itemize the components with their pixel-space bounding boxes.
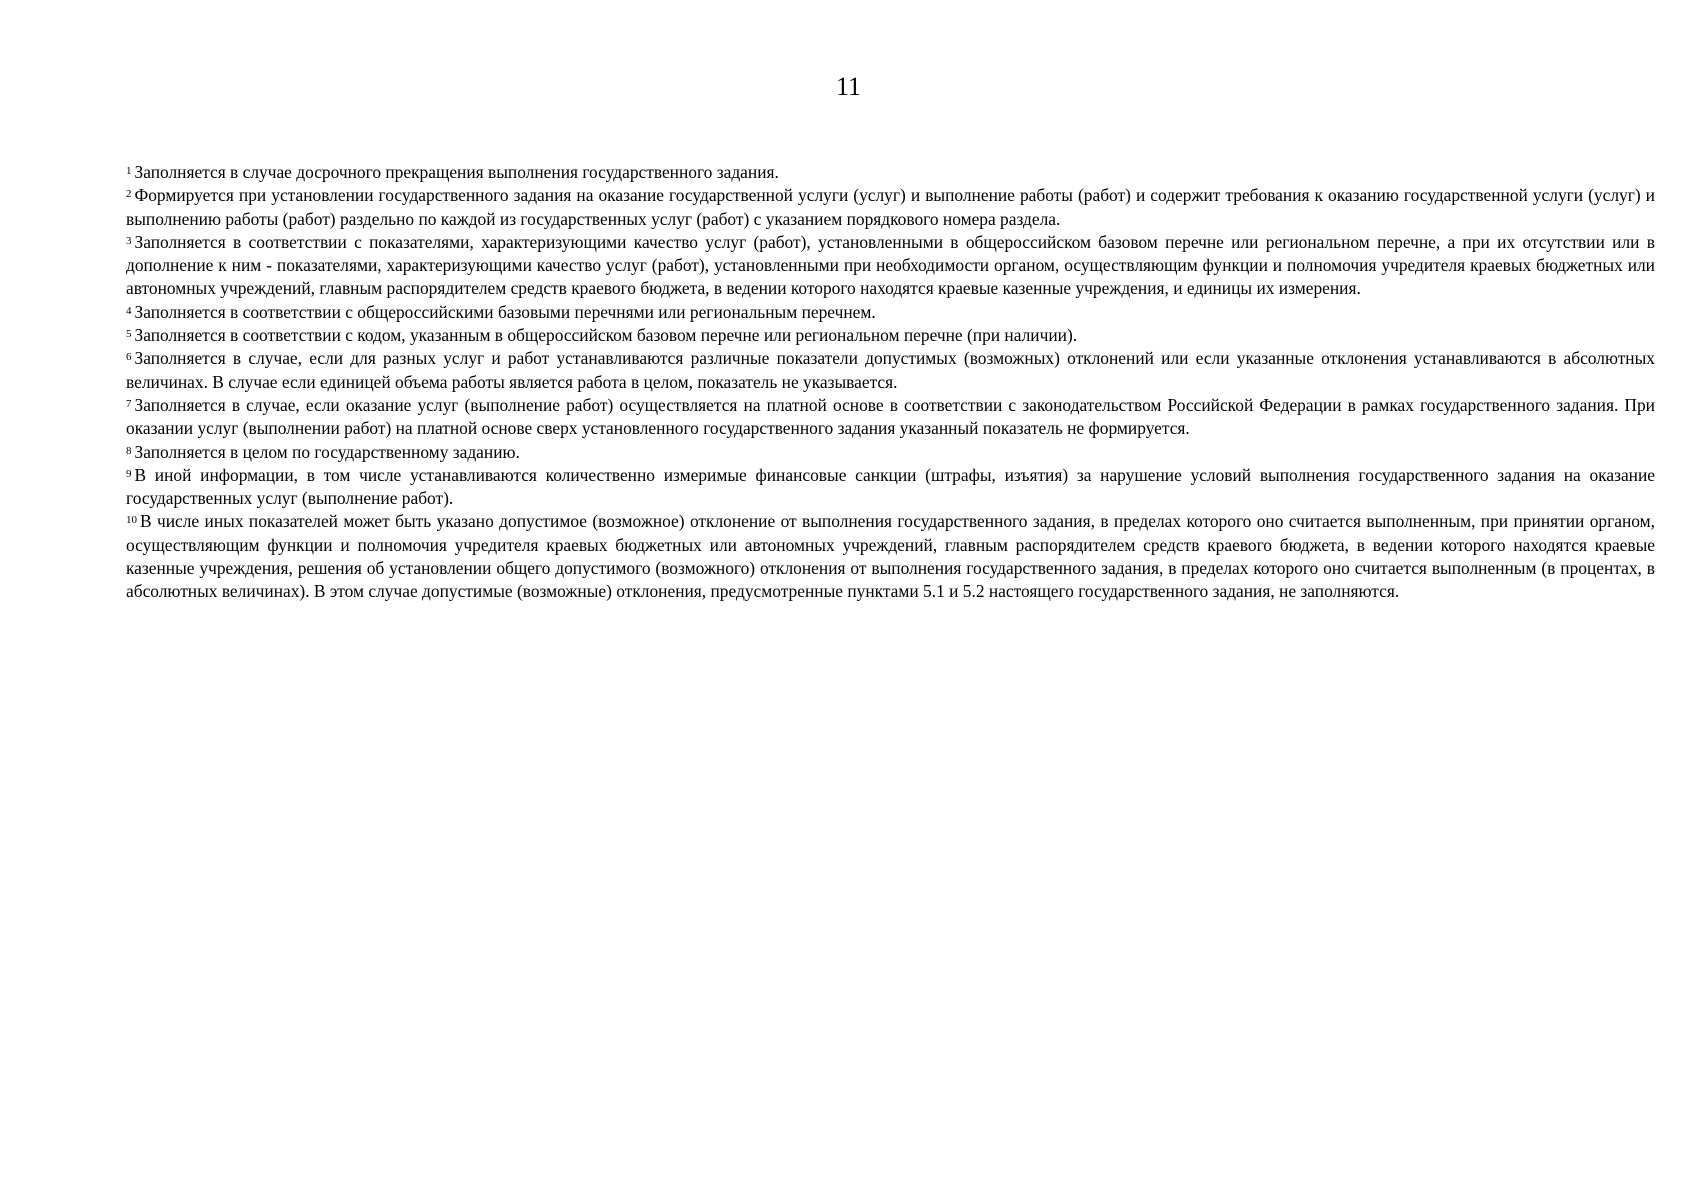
footnote-text: Заполняется в случае, если для разных услуг и работ устанавливаются различные показатели допустимых (возможных) отклонений или если указанные отклонения устанавливаются в абсолютных величинах. В случае если единицей объема работы является работа в целом, показатель не указывается. <box>126 348 1655 392</box>
page-number: 11 <box>835 72 862 101</box>
footnote-text: В иной информации, в том числе устанавливаются количественно измеримые финансовые санкции (штрафы, изъятия) за нарушение условий выполнения государственного задания на оказание государственных услуг (выполнение работ). <box>126 464 1655 509</box>
footnote-mark: 7 <box>126 397 132 410</box>
footnote-text: Заполняется в соответствии с кодом, указанным в общероссийском базовом перечне или региональном перечне (при наличии). <box>134 325 1078 346</box>
footnote-1 <box>126 161 1655 184</box>
footnote-mark: 9 <box>126 467 132 480</box>
footnote-text: Заполняется в целом по государственному заданию. <box>134 441 520 462</box>
footnote-mark: 1 <box>126 165 132 177</box>
footnote-mark: 2 <box>126 188 132 201</box>
footnote-text: Формируется при установлении государственного задания на оказание государственной услуги (услуг) и выполнение работы (работ) и содержит требования к оказанию государственной услуги (услуг) и выполнению работы (работ) раздельно по каждой из государственных услуг (работ) с указанием порядкового номера раздела. <box>126 185 1655 229</box>
footnote-2 <box>126 184 1655 231</box>
footnote-mark: 8 <box>126 444 132 457</box>
footnote-text: Заполняется в соответствии с показателями, характеризующими качество услуг (работ), установленными в общероссийском базовом перечне или региональном перечне, а при их отсутствии или в дополнение к ним - показателями, характеризующими качество услуг (работ), установленными при необходимости органом, осуществляющим функции и полномочия учредителя краевых бюджетных или автономных учреждений, главным распорядителем средств краевого бюджета, в ведении которого находятся краевые казенные учреждения, и единицы их измерения. <box>126 231 1655 299</box>
footnote-mark: 5 <box>126 328 132 341</box>
footnote-text: Заполняется в соответствии с общероссийскими базовыми перечнями или региональным перечнем. <box>134 301 876 322</box>
footnote-mark: 6 <box>126 351 132 364</box>
footnote-3 <box>126 231 1655 301</box>
footnote-10 <box>126 510 1655 603</box>
footnote-mark: 4 <box>126 304 132 317</box>
footnotes-section <box>126 161 1655 604</box>
footnote-4 <box>126 301 1655 324</box>
footnote-text: Заполняется в случае досрочного прекращения выполнения государственного задания. <box>134 162 779 182</box>
footnote-7 <box>126 394 1655 441</box>
footnote-mark: 3 <box>126 234 132 247</box>
footnote-6 <box>126 347 1655 394</box>
footnote-5 <box>126 324 1655 347</box>
footnote-9 <box>126 464 1655 511</box>
footnote-8 <box>126 441 1655 464</box>
footnote-text: В числе иных показателей может быть указано допустимое (возможное) отклонение от выполнения государственного задания, в пределах которого оно считается выполненным, при принятии органом, осуществляющим функции и полномочия учредителя краевых бюджетных или автономных учреждений, главным распорядителем средств краевого бюджета, в ведении которого находятся краевые казенные учреждения, решения об установлении общего допустимого (возможного) отклонения от выполнения государственного задания, в пределах которого оно считается выполненным (в процентах, в абсолютных величинах). В этом случае допустимые (возможные) отклонения, предусмотренные пунктами 5.1 и 5.2 настоящего государственного задания, не заполняются. <box>126 511 1655 602</box>
footnote-mark: 10 <box>126 514 137 527</box>
footnote-text: Заполняется в случае, если оказание услуг (выполнение работ) осуществляется на платной основе в соответствии с законодательством Российской Федерации в рамках государственного задания. При оказании услуг (выполнении работ) на платной основе сверх установленного государственного задания указанный показатель не формируется. <box>126 394 1655 439</box>
